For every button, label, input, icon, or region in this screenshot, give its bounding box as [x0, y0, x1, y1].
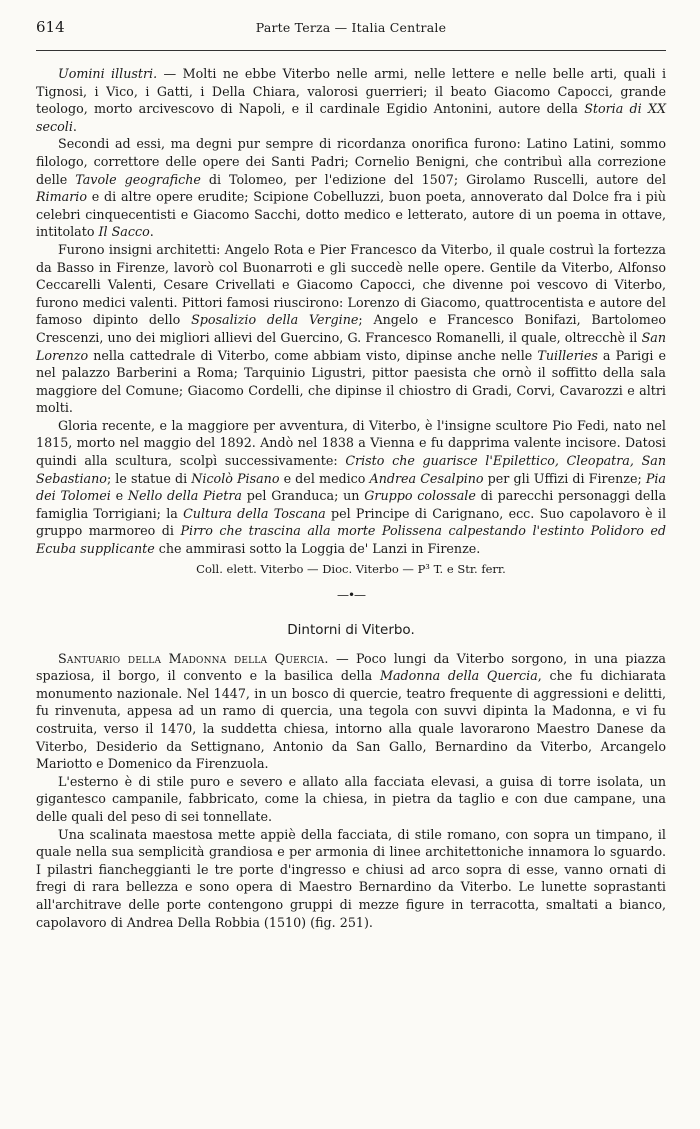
reference-note: Coll. elett. Viterbo — Dioc. Viterbo — P³ T. e Str. ferr.	[196, 561, 506, 576]
section-divider-ornament: —•—	[336, 587, 366, 602]
header-rule	[36, 50, 666, 51]
running-title: Parte Terza — Italia Centrale	[255, 20, 447, 35]
figure-reference: fig. 251	[315, 914, 364, 930]
paragraph-santuario: Santuario della Madonna della Quercia. — Poco lungi da Viterbo sorgono, in una piazza spaziosa, il borgo, il convento e la basilica della Madonna della Quercia, che fu dichiarata monumento nazionale. Nel 1447, in un bosco di quercie, teatro frequente di aggressioni e delitti, fu rinvenuta, appesa ad un ramo di quercia, una tegola con suvvi dipinta la Madonna, e vi fu costruita, verso il 1470, la suddetta chiesa, intorno alla quale lavorarono Maestro Danese da Viterbo, Desiderio da Settignano, Antonio da San Gallo, Bernardino da Viterbo, Arcangelo Mariotto e Domenico da Firenzuola.	[36, 650, 667, 772]
paragraph-uomini-illustri: Uomini illustri. — Molti ne ebbe Viterbo nelle armi, nelle lettere e nelle belle arti, quali i Tignosi, i Vico, i Gatti, i Della Chiara, valorosi guerrieri; il beato Giacomo Capocci, grande teologo, morto arcivescovo di Napoli, e il cardinale Egidio Antonini, autore della Storia di XX secoli.	[36, 66, 667, 134]
book-page	[36, 18, 666, 931]
paragraph-esterno: L'esterno è di stile puro e severo e allato alla facciata elevasi, a guisa di torre isolata, un gigantesco campanile, fabbricato, come la chiesa, in pietra da taglio e con due campane, una delle quali del peso di sei tonnellate.	[36, 773, 666, 824]
lead-heading: Uomini illustri.	[58, 66, 158, 81]
paragraph-secondi: Secondi ad essi, ma degni pur sempre di ricordanza onorifica furono: Latino Latini, sommo filologo, correttore delle opere dei Santi Padri; Cornelio Benigni, che contribuì alla correzione delle Tavole geografiche di Tolomeo, per l'edizione del 1507; Girolamo Ruscelli, autore del Rimario e di altre opere erudite; Scipione Cobelluzzi, buon poeta, annoverato dal Dolce fra i più celebri cinquecentisti e Giacomo Sacchi, dotto medico e letterato, autore di un poema in ottave, intitolato Il Sacco.	[36, 136, 667, 240]
lead-heading: Santuario della Madonna della Quercia.	[58, 650, 329, 666]
page-number: 614	[36, 18, 65, 36]
paragraph-scalinata: Una scalinata maestosa mette appiè della facciata, di stile romano, con sopra un timpano, il quale nella sua semplicità grandiosa e per armonia di linee architettoniche innamora lo sguardo. I pilastri fiancheggianti le tre porte d'ingresso e chiusi ad arco sopra di esse, vanno ornati di fregi di rara bellezza e sono opera di Maestro Bernardino da Viterbo. Le lunette soprastanti all'architrave delle porte contengono gruppi di mezze figure in terracotta, smaltati a bianco, capolavoro di Andrea Della Robbia (1510) (fig. 251).	[36, 826, 666, 930]
page-header	[36, 18, 666, 40]
paragraph-pio-fedi: Gloria recente, e la maggiore per avventura, di Viterbo, è l'insigne scultore Pio Fedi, nato nel 1815, morto nel maggio del 1892. Andò nel 1838 a Vienna e fu dapprima valente incisore. Datosi quindi alla scultura, scolpì successivamente: Cristo che guarisce l'Epilettico, Cleopatra, San Sebastiano; le statue di Nicolò Pisano e del medico Andrea Cesalpino per gli Uffizi di Firenze; Pia dei Tolomei e Nello della Pietra pel Granduca; un Gruppo colossale di parecchi personaggi della famiglia Torrigiani; la Cultura della Toscana pel Principe di Carignano, ecc. Suo capolavoro è il gruppo marmoreo di Pirro che trascina alla morte Polissena calpestando l'estinto Polidoro ed Ecuba supplicante che ammirasi sotto la Loggia de' Lanzi in Firenze.	[36, 417, 667, 557]
section-heading: Dintorni di Viterbo.	[287, 621, 415, 638]
paragraph-architetti: Furono insigni architetti: Angelo Rota e Pier Francesco da Viterbo, il quale costruì la fortezza da Basso in Firenze, lavorò col Buonarroti e gli succedè nelle opere. Gentile da Viterbo, Alfonso Ceccarelli Valenti, Cesare Crivellati e Giacomo Capocci, che divenne poi vescovo di Viterbo, furono medici valenti. Pittori famosi riuscirono: Lorenzo di Giacomo, quattrocentista e autore del famoso dipinto dello Sposalizio della Vergine; Angelo e Francesco Bonifazi, Bartolomeo Crescenzi, uno dei migliori allievi del Guercino, G. Francesco Romanelli, il quale, oltrecchè il San Lorenzo nella cattedrale di Viterbo, come abbiam visto, dipinse anche nelle Tuilleries a Parigi e nel palazzo Barberini a Roma; Tarquinio Ligustri, pittor paesista che ornò il soffitto della sala maggiore del Comune; Giacomo Cordelli, che dipinse il chiostro di Gradi, Corvi, Cavarozzi e altri molti.	[36, 241, 666, 416]
